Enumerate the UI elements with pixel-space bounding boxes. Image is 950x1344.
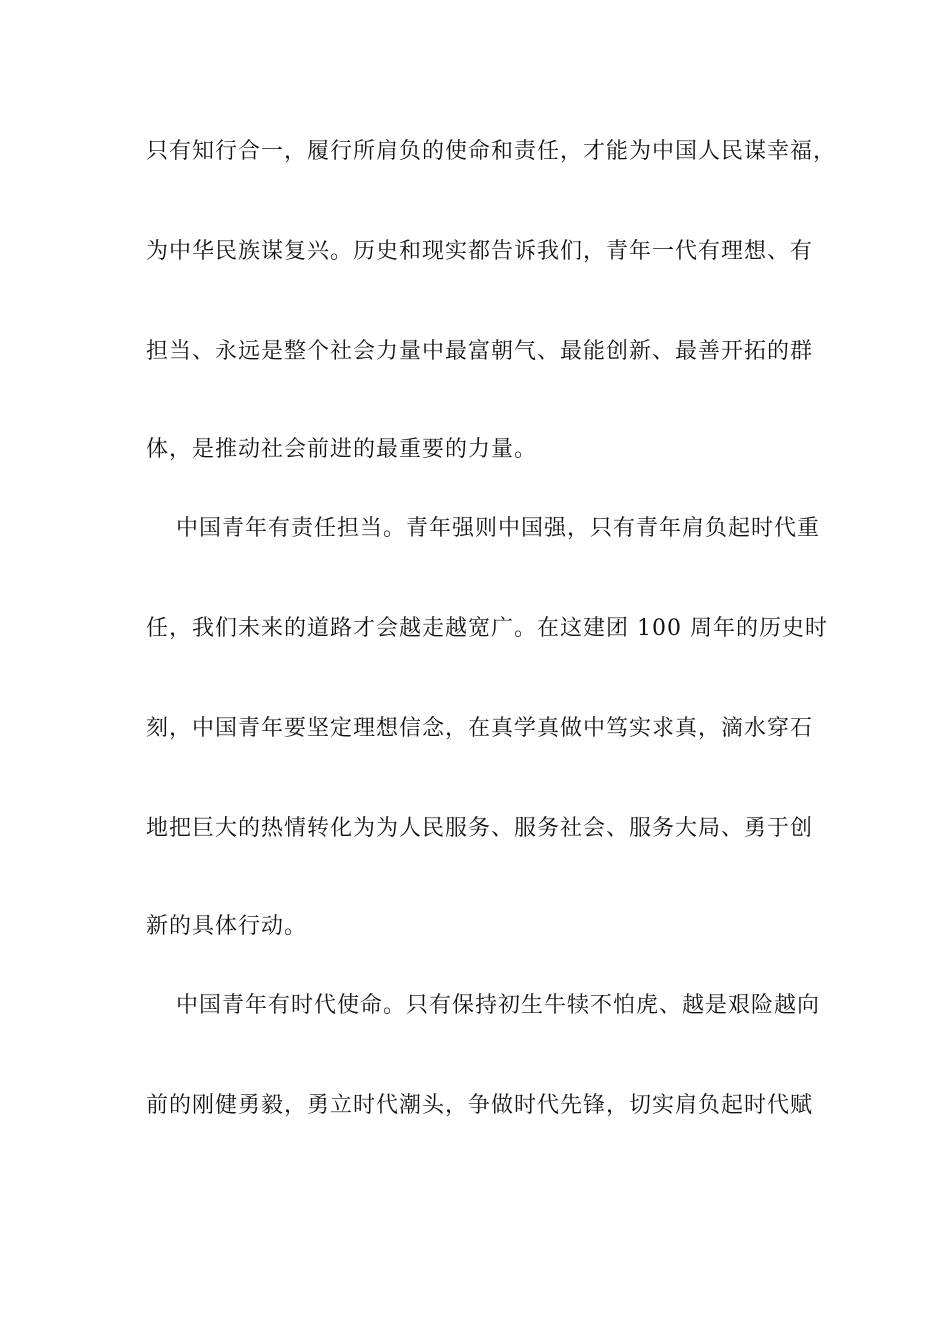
paragraph-line: 体，是推动社会前进的最重要的力量。: [146, 437, 538, 462]
paragraph-line: 中国青年有时代使命。只有保持初生牛犊不怕虎、越是艰险越向: [176, 993, 821, 1018]
paragraph-line: 只有知行合一，履行所肩负的使命和责任，才能为中国人民谋幸福，: [146, 139, 837, 164]
paragraph-line: 担当、永远是整个社会力量中最富朝气、最能创新、最善开拓的群: [146, 339, 814, 364]
paragraph-line: 新的具体行动。: [146, 914, 308, 939]
paragraph-line: 地把巨大的热情转化为为人民服务、服务社会、服务大局、勇于创: [146, 816, 814, 841]
paragraph-line: 任，我们未来的道路才会越走越宽广。在这建团 100 周年的历史时: [146, 616, 828, 641]
paragraph-line: 中国青年有责任担当。青年强则中国强，只有青年肩负起时代重: [176, 516, 821, 541]
paragraph-line: 为中华民族谋复兴。历史和现实都告诉我们，青年一代有理想、有: [146, 239, 814, 264]
paragraph-line: 前的刚健勇毅，勇立时代潮头，争做时代先锋，切实肩负起时代赋: [146, 1093, 814, 1118]
paragraph-line: 刻，中国青年要坚定理想信念，在真学真做中笃实求真，滴水穿石: [146, 716, 814, 741]
